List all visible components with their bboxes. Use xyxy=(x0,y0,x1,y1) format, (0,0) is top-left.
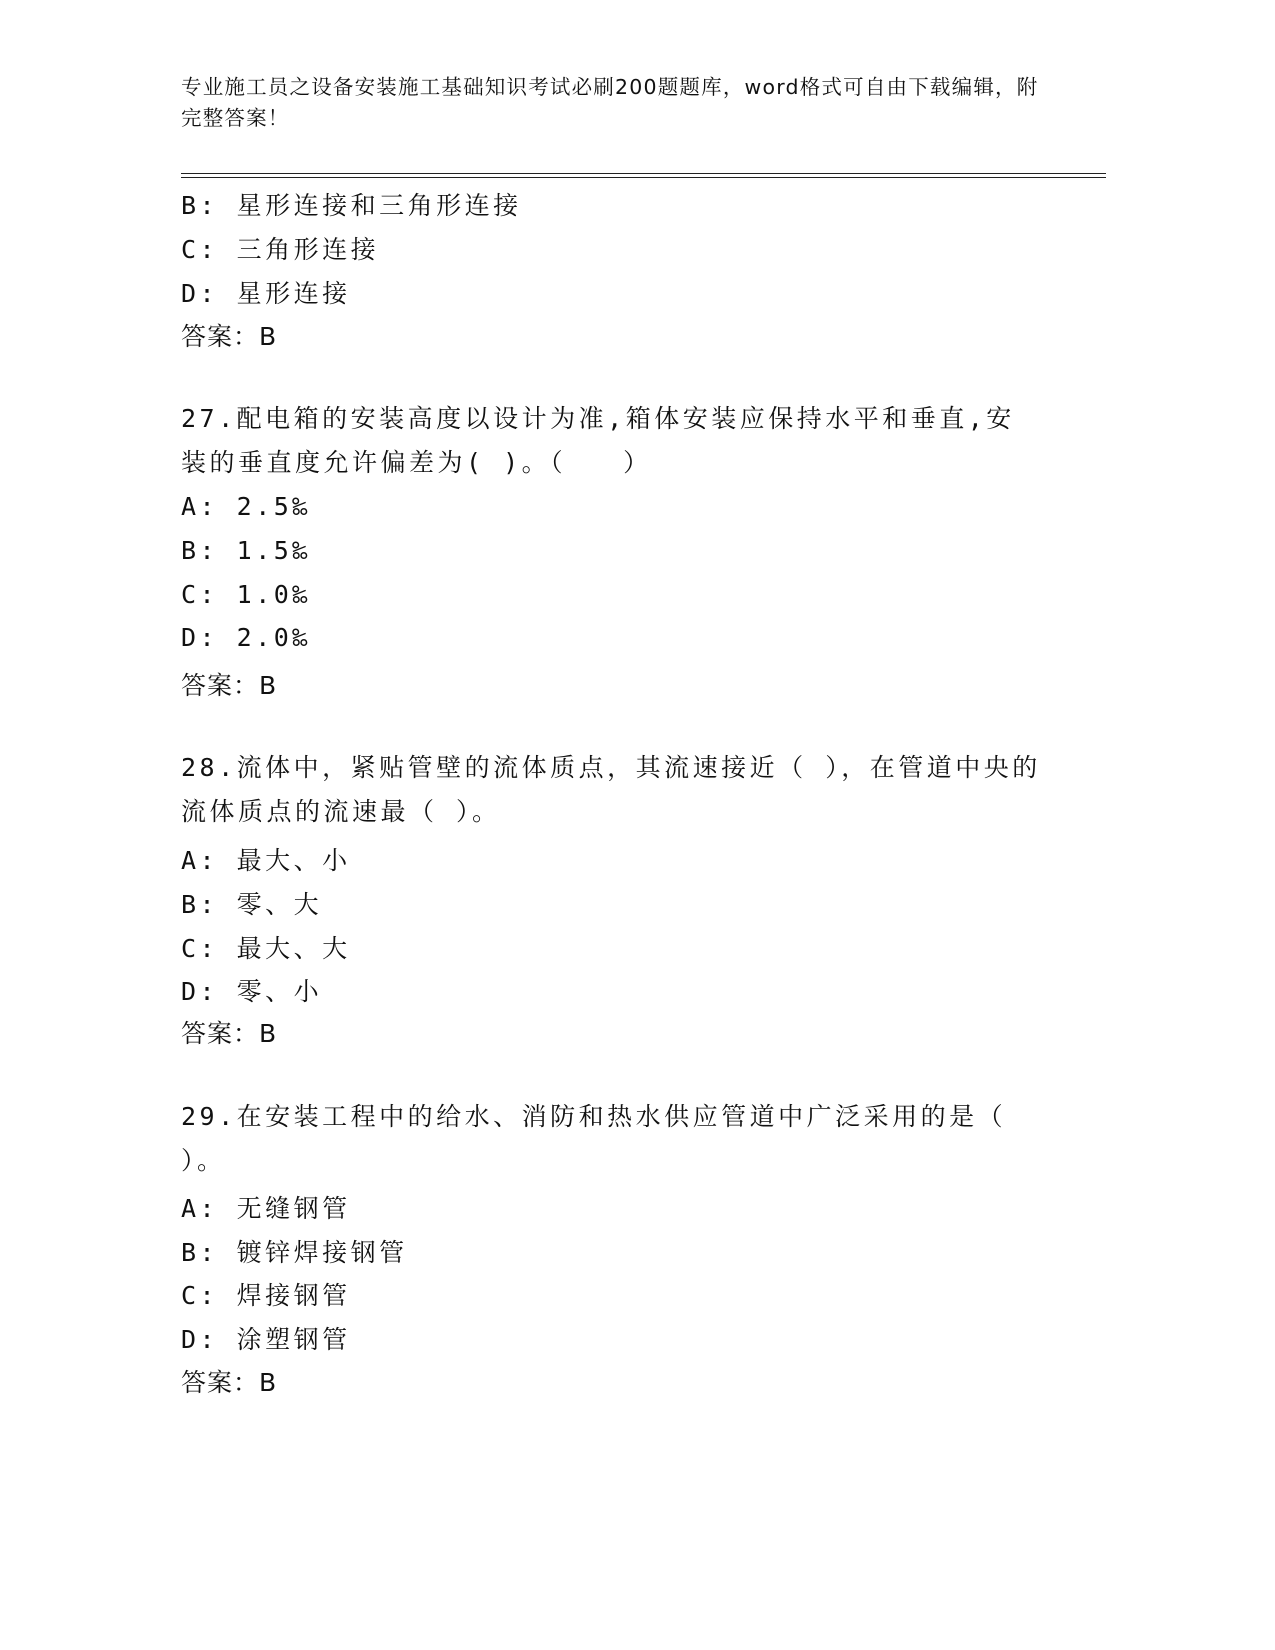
q29-option-c: C: 焊接钢管 xyxy=(181,1281,351,1310)
q28-option-a: A: 最大、小 xyxy=(181,846,351,875)
q27-option-d: D: 2.0‰ xyxy=(181,623,311,652)
q26-answer: 答案：B xyxy=(181,322,278,351)
q27-option-a: A: 2.5‰ xyxy=(181,492,311,521)
q28-answer: 答案：B xyxy=(181,1019,278,1048)
q29-option-a: A: 无缝钢管 xyxy=(181,1194,351,1223)
q28-option-d: D: 零、小 xyxy=(181,977,323,1006)
q26-option-d: D: 星形连接 xyxy=(181,279,351,308)
q26-option-c: C: 三角形连接 xyxy=(181,235,380,264)
q29-option-d: D: 涂塑钢管 xyxy=(181,1325,351,1354)
q27-stem: 27.配电箱的安装高度以设计为准,箱体安装应保持水平和垂直,安装的垂直度允许偏差为( )。（ ） xyxy=(181,404,1015,477)
q28-stem: 28.流体中，紧贴管壁的流体质点，其流速接近（ ），在管道中央的流体质点的流速最（ ）。 xyxy=(181,753,1041,826)
q28-option-c: C: 最大、大 xyxy=(181,934,351,963)
header-divider-bottom xyxy=(181,177,1106,178)
q27-option-b: B: 1.5‰ xyxy=(181,536,311,565)
q29-option-b: B: 镀锌焊接钢管 xyxy=(181,1238,408,1267)
q26-option-b: B: 星形连接和三角形连接 xyxy=(181,191,522,220)
header-divider-top xyxy=(181,173,1106,174)
q29-stem: 29.在安装工程中的给水、消防和热水供应管道中广泛采用的是（ ）。 xyxy=(181,1102,1007,1175)
q27-answer: 答案：B xyxy=(181,671,278,700)
q27-option-c: C: 1.0‰ xyxy=(181,580,311,609)
q28-option-b: B: 零、大 xyxy=(181,890,323,919)
document-header: 专业施工员之设备安装施工基础知识考试必刷200题题库，word格式可自由下载编辑，附完整答案！ xyxy=(181,75,1039,130)
q29-answer: 答案：B xyxy=(181,1368,278,1397)
